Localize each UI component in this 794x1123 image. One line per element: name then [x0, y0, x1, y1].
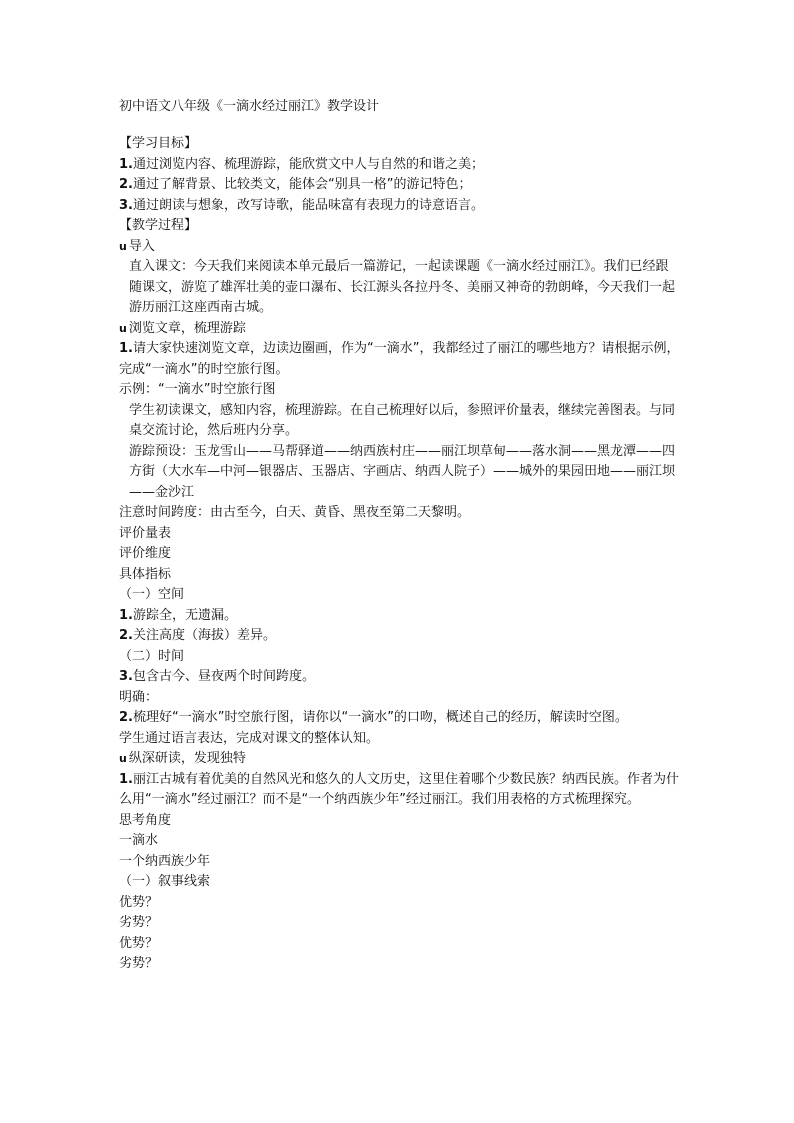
- route-paragraph: 游踪预设：玉龙雪山——马帮驿道——纳西族村庄——丽江坝草甸——落水洞——黑龙潭——四方街（大水车—中河—银器店、玉器店、字画店、纳西人院子）——城外的果园田地——丽江坝——金沙江: [129, 443, 676, 500]
- goals-heading: 【学习目标】: [119, 136, 198, 151]
- section-heading-browse: u 浏览文章，梳理游踪: [119, 320, 246, 336]
- document-title: 初中语文八年级《一滴水经过丽江》教学设计: [119, 99, 380, 114]
- table-row-narrative: （一）叙事线索: [119, 874, 211, 889]
- browse-question-1: 1.请大家快速浏览文章，边读边圈画，作为“一滴水”，我都经过了丽江的哪些地方？请根据示例，完成“一滴水”的时空旅行图。: [119, 341, 680, 377]
- bullet-icon: u: [119, 321, 127, 335]
- goal-item: 2.通过了解背景、比较类文，能体会“别具一格”的游记特色；: [119, 177, 472, 192]
- time-item: 3.包含古今、昼夜两个时间跨度。: [119, 669, 315, 684]
- goal-item: 3.通过朗读与想象，改写诗歌，能品味富有表现力的诗意语言。: [119, 197, 484, 213]
- advantage-label: 优势？: [119, 894, 159, 910]
- student-task-paragraph: 学生初读课文，感知内容，梳理游踪。在自己梳理好以后，参照评价量表，继续完善图表。与同桌交流讨论，然后班内分享。: [129, 402, 676, 438]
- deep-question-1: 1.丽江古城有着优美的自然风光和悠久的人文历史，这里住着哪个少数民族？纳西民族。作者为什么用“一滴水”经过丽江？而不是“一个纳西族少年”经过丽江。我们用表格的方式梳理探究。: [119, 771, 679, 807]
- section-heading-intro: u 导入: [119, 238, 155, 254]
- time-heading: （二）时间: [119, 648, 185, 664]
- browse-question-2: 2.梳理好“一滴水”时空旅行图，请你以“一滴水”的口吻，概述自己的经历，解读时空图。: [119, 710, 628, 725]
- table-col-naxi: 一个纳西族少年: [119, 853, 211, 869]
- goal-item: 1.通过浏览内容、梳理游踪，能欣赏文中人与自然的和谐之美；: [119, 156, 484, 172]
- document-body: [119, 134, 681, 975]
- bullet-icon: u: [119, 239, 127, 253]
- section-heading-deep: u 纵深研读，发现独特: [119, 751, 246, 766]
- example-label: 示例：“一滴水”时空旅行图: [119, 382, 276, 397]
- table-col-water: 一滴水: [119, 833, 159, 848]
- disadvantage-label: 劣势？: [119, 956, 159, 971]
- rubric-indicator: 具体指标: [119, 566, 172, 582]
- time-note: 注意时间跨度：由古至今，白天、黄昏、黑夜至第二天黎明。: [119, 505, 471, 520]
- clarify-label: 明确：: [119, 689, 159, 705]
- disadvantage-label: 劣势？: [119, 915, 159, 930]
- space-item: 2.关注高度（海拔）差异。: [119, 628, 276, 643]
- space-heading: （一）空间: [119, 587, 185, 602]
- browse-summary: 学生通过语言表达，完成对课文的整体认知。: [119, 730, 380, 746]
- rubric-title: 评价量表: [119, 525, 172, 541]
- rubric-dimension: 评价维度: [119, 546, 172, 561]
- process-heading: 【教学过程】: [119, 218, 198, 233]
- intro-paragraph: 直入课文：今天我们来阅读本单元最后一篇游记，一起读课题《一滴水经过丽江》。我们已经跟随课文，游览了雄浑壮美的壶口瀑布、长江源头各拉丹冬、美丽又神奇的勃朗峰，今天我们一起游历丽江这座西南古城。: [129, 259, 676, 315]
- bullet-icon: u: [119, 752, 127, 765]
- space-item: 1.游踪全，无遗漏。: [119, 607, 237, 623]
- table-angle: 思考角度: [119, 812, 172, 828]
- advantage-label: 优势？: [119, 935, 159, 951]
